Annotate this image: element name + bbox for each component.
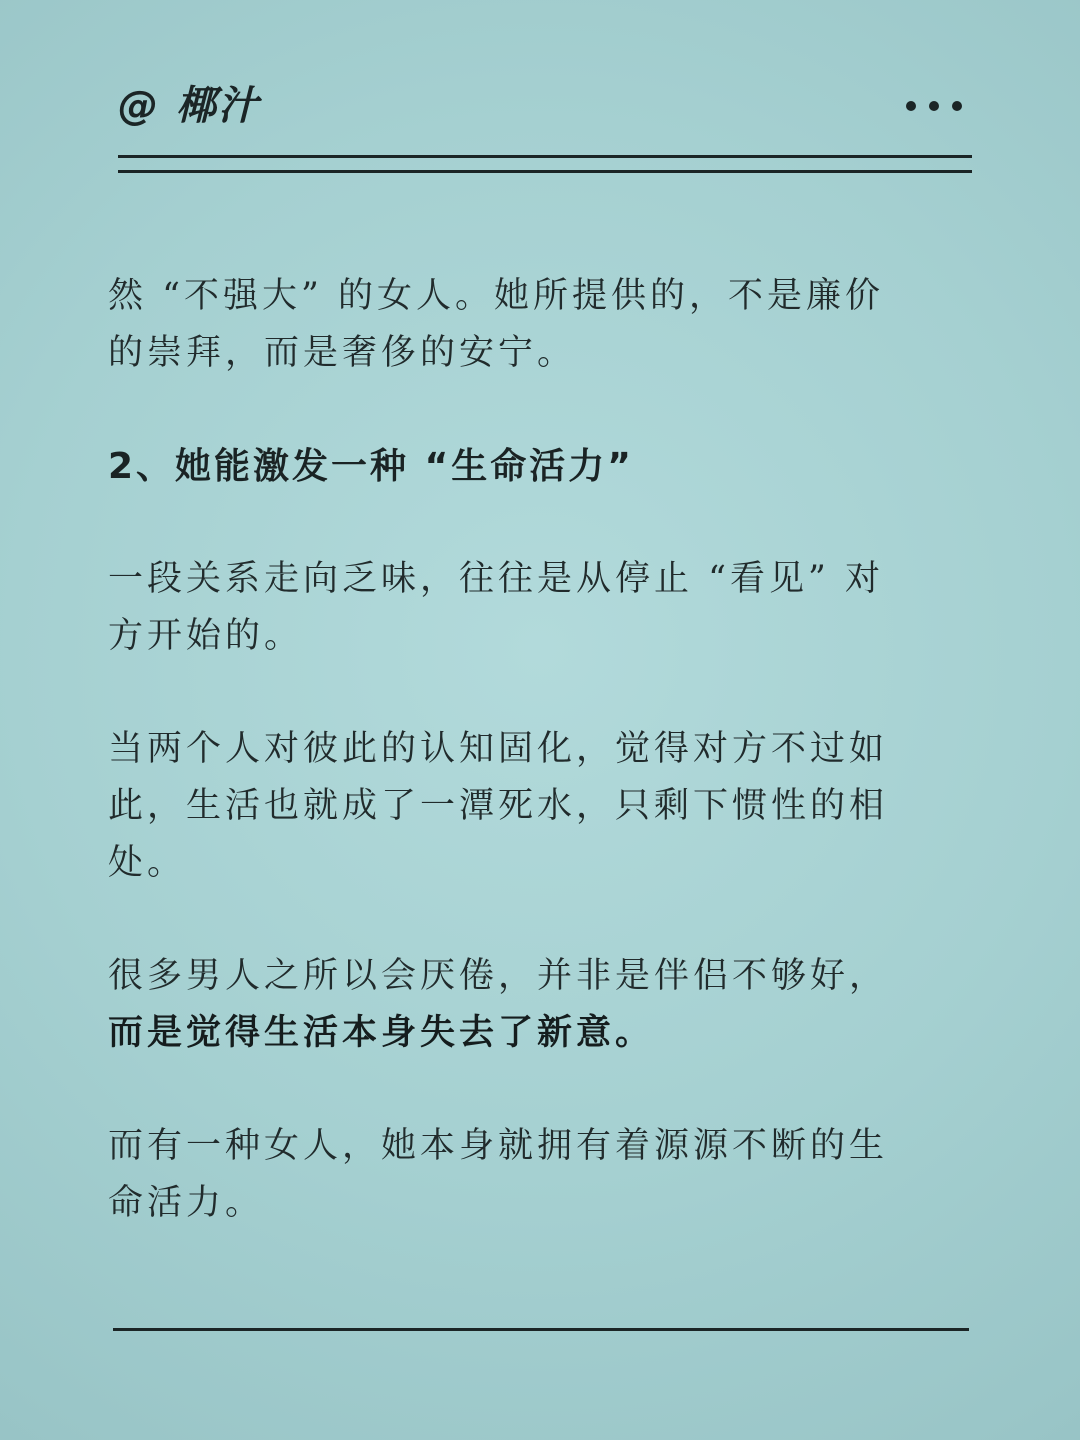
text-line: 然 “不强大” 的女人。她所提供的，不是廉价 [108,276,885,316]
header-divider-bottom [118,170,972,173]
text-line: 此，生活也就成了一潭死水，只剩下惯性的相 [108,786,889,826]
dot [952,101,962,111]
dot [906,101,916,111]
paragraph-gap [108,892,972,948]
text-line: 而有一种女人，她本身就拥有着源源不断的生 [108,1126,889,1166]
text-line: 当两个人对彼此的认知固化，觉得对方不过如 [108,729,889,769]
paragraph-gap [108,665,972,721]
author-handle[interactable]: @ 椰汁 [118,83,260,129]
text-line: 的崇拜，而是奢侈的安宁。 [108,333,577,373]
paragraph-1 [108,268,972,382]
more-dots-icon[interactable] [906,100,962,112]
text-line: 一段关系走向乏味，往往是从停止 “看见” 对 [108,559,885,599]
paragraph-5 [108,1118,972,1232]
section-heading: 2、她能激发一种 “生命活力” [108,446,634,487]
article-body [108,268,972,1232]
paragraph-gap [108,382,972,438]
dot [929,101,939,111]
paragraph-2 [108,551,972,665]
text-line: 处。 [108,843,187,883]
text-line: 命活力。 [108,1183,265,1223]
text-line: 很多男人之所以会厌倦，并非是伴侣不够好， [108,956,889,996]
paragraph-4 [108,948,972,1062]
post-header [118,78,968,138]
paragraph-gap [108,495,972,551]
header-divider-top [118,155,972,158]
paragraph-3 [108,721,972,892]
footer-divider [113,1328,969,1331]
text-line: 方开始的。 [108,616,304,656]
emphasis-line: 而是觉得生活本身失去了新意。 [108,1013,655,1053]
paragraph-gap [108,1062,972,1118]
